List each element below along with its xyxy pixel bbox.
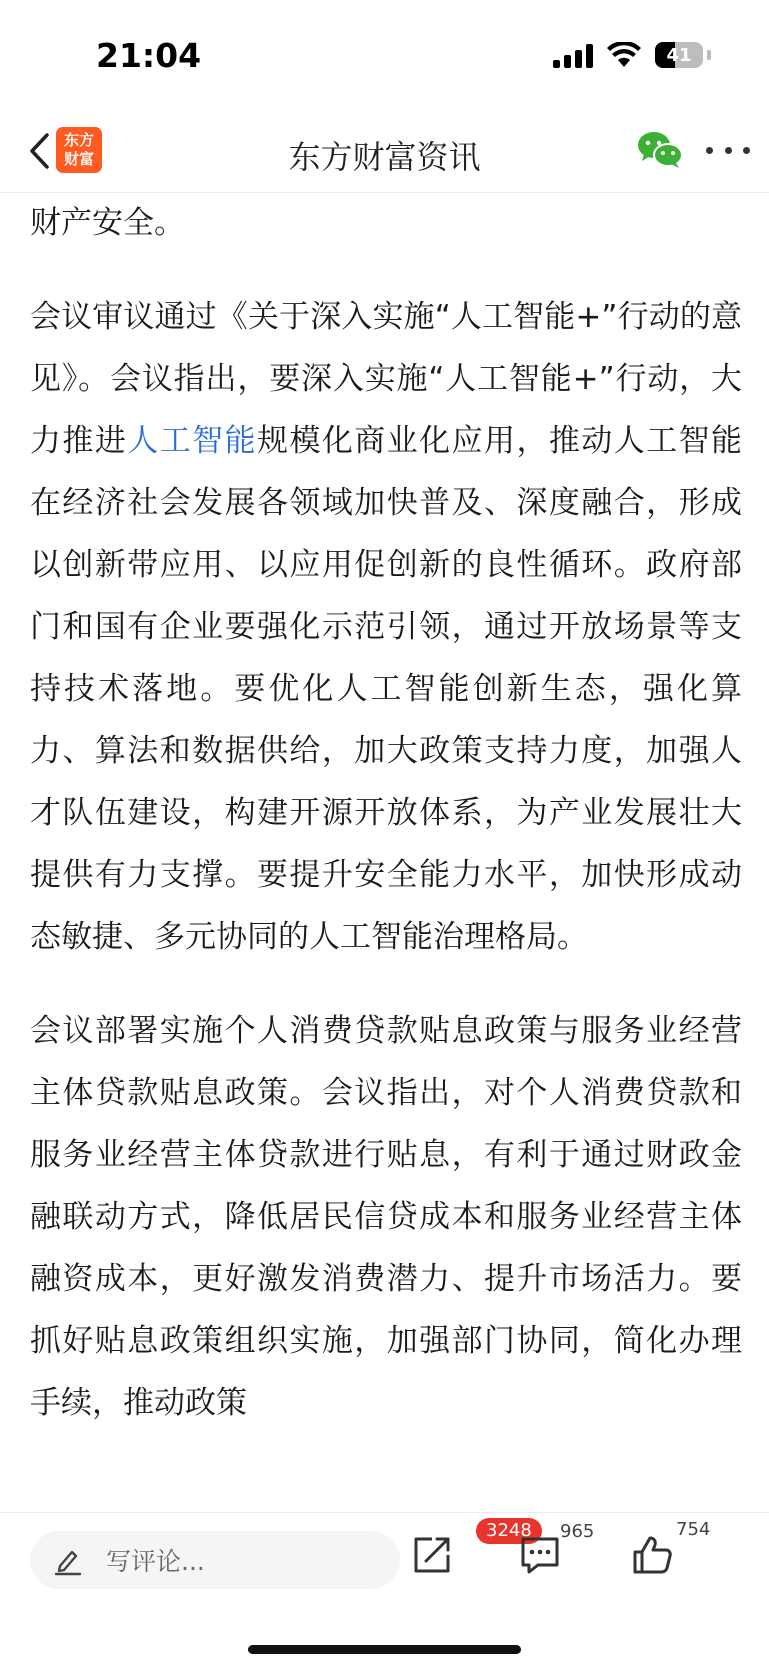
pencil-icon — [52, 1544, 84, 1576]
more-button[interactable] — [706, 130, 750, 170]
comment-placeholder: 写评论... — [106, 1547, 205, 1576]
article-paragraph: 会议部署实施个人消费贷款贴息政策与服务业经营主体贷款贴息政策。会议指出，对个人消费贷款和服务业经营主体贷款进行贴息，有利于通过财政金融联动方式，降低居民信贷成本和服务业经营主体融资成本，更好激发消费潜力、提升市场活力。要抓好贴息政策组织实施，加强部门协同，简化办理手续，推动政策 — [30, 1013, 742, 1421]
comment-input[interactable] — [30, 1531, 400, 1589]
comment-count: 965 — [560, 1521, 595, 1542]
logo-text-line1: 东方 — [63, 131, 94, 149]
battery-level: 41 — [666, 44, 692, 66]
page-title: 东方财富资讯 — [288, 138, 481, 176]
home-indicator[interactable] — [248, 1645, 521, 1654]
thumbs-up-icon — [630, 1533, 674, 1577]
article-paragraph: 财产安全。 — [30, 205, 185, 241]
wechat-share-button[interactable] — [636, 130, 684, 170]
comments-button[interactable] — [518, 1533, 562, 1577]
paragraph-text: 会议审议通过《关于深入实施“人工智能+”行动的意见》。会议指出，要深入实施“人工智能+”行动，大力推进 — [30, 299, 742, 459]
stock-topic-link[interactable]: 人工智能 — [127, 423, 258, 459]
battery-icon — [655, 42, 703, 68]
status-time: 21:04 — [96, 36, 202, 75]
status-icons — [553, 42, 711, 68]
share-count-badge: 3248 — [476, 1518, 542, 1544]
article-paragraph — [30, 286, 742, 968]
like-button[interactable] — [630, 1533, 674, 1577]
share-button[interactable] — [410, 1533, 454, 1577]
wifi-icon — [607, 42, 641, 68]
logo-text-line2: 财富 — [63, 150, 94, 168]
article-body — [30, 192, 742, 1512]
paragraph-text: 规模化商业化应用，推动人工智能在经济社会发展各领域加快普及、深度融合，形成以创新带应用、以应用促创新的良性循环。政府部门和国有企业要强化示范引领，通过开放场景等支持技术落地。要优化人工智能创新生态，强化算力、算法和数据供给，加大政策支持力度，加强人才队伍建设，构建开源开放体系，为产业发展壮大提供有力支撑。要提升安全能力水平，加快形成动态敏捷、多元协同的人工智能治理格局。 — [30, 423, 742, 955]
status-bar — [0, 0, 769, 110]
like-count: 754 — [676, 1519, 711, 1540]
nav-bar — [0, 110, 769, 193]
battery-tip — [707, 50, 711, 60]
comment-icon — [518, 1533, 562, 1577]
wechat-icon — [636, 130, 684, 170]
more-icon — [706, 147, 713, 154]
share-icon — [410, 1533, 454, 1577]
bottom-action-bar — [0, 1512, 769, 1666]
cellular-signal-icon — [553, 42, 593, 68]
